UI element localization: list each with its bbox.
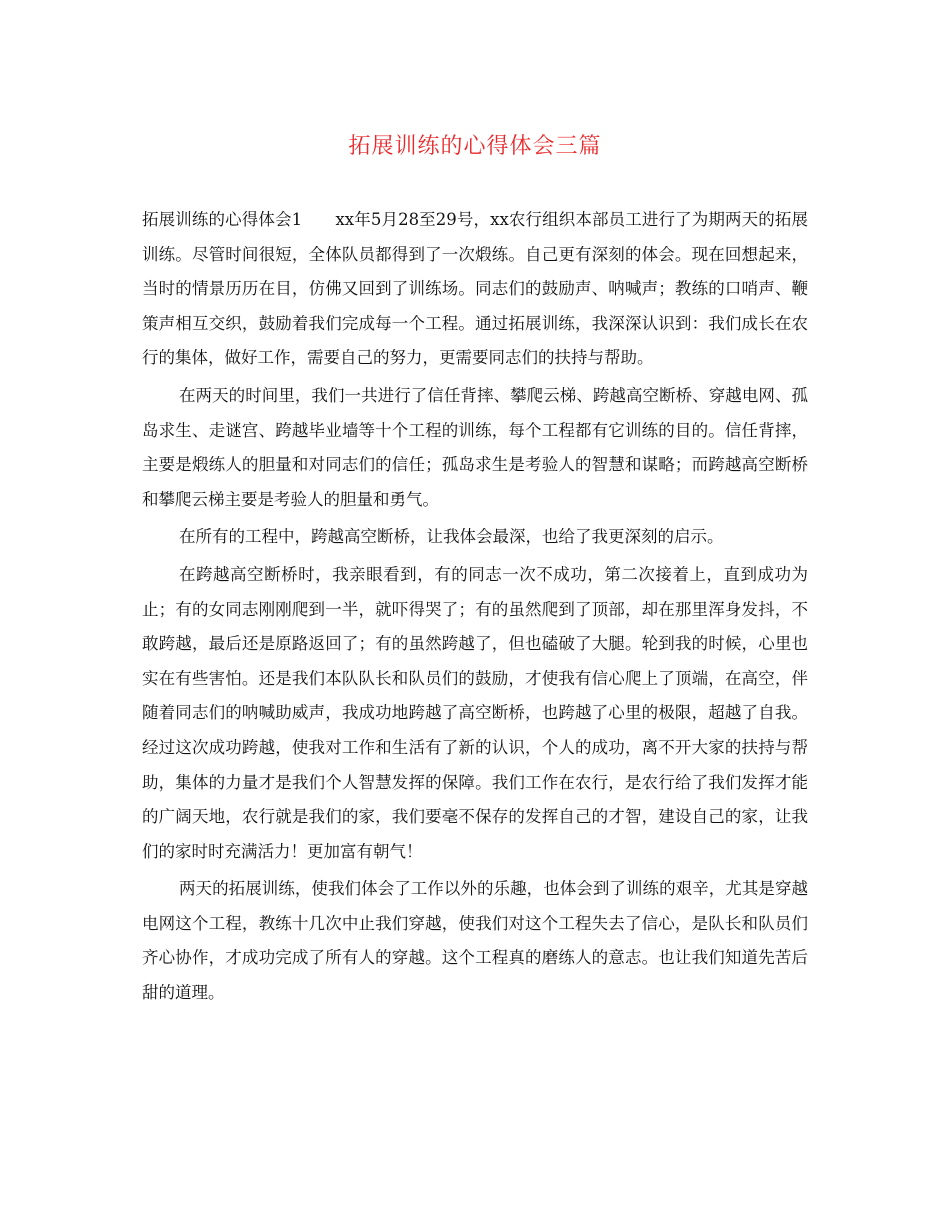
paragraph: 在两天的时间里，我们一共进行了信任背摔、攀爬云梯、跨越高空断桥、穿越电网、孤岛求生、走谜宫、跨越毕业墙等十个工程的训练，每个工程都有它训练的目的。信任背摔，主要是煅练人的胆量和对同志们的信任；孤岛求生是考验人的智慧和谋略；而跨越高空断桥和攀爬云梯主要是考验人的胆量和勇气。	[142, 385, 808, 509]
paragraph: 在跨越高空断桥时，我亲眼看到，有的同志一次不成功，第二次接着上，直到成功为止；有的女同志刚刚爬到一半，就吓得哭了；有的虽然爬到了顶部，却在那里浑身发抖，不敢跨越，最后还是原路返回了；有的虽然跨越了，但也磕破了大腿。轮到我的时候，心里也实在有些害怕。还是我们本队队长和队员们的鼓励，才使我有信心爬上了顶端，在高空，伴随着同志们的呐喊助威声，我成功地跨越了高空断桥，也跨越了心里的极限，超越了自我。经过这次成功跨越，使我对工作和生活有了新的认识，个人的成功，离不开大家的扶持与帮助，集体的力量才是我们个人智慧发挥的保障。我们工作在农行，是农行给了我们发挥才能的广阔天地，农行就是我们的家，我们要毫不保存的发挥自己的才智，建设自己的家，让我们的家时时充满活力！更加富有朝气！	[142, 564, 808, 861]
document-title: 拓展训练的心得体会三篇	[348, 134, 602, 159]
paragraph: 两天的拓展训练，使我们体会了工作以外的乐趣，也体会到了训练的艰辛，尤其是穿越电网这个工程，教练十几次中止我们穿越，使我们对这个工程失去了信心，是队长和队员们齐心协作，才成功完成了所有人的穿越。这个工程真的磨练人的意志。也让我们知道先苦后甜的道理。	[142, 879, 808, 1003]
paragraph: 拓展训练的心得体会1 xx年5月28至29号，xx农行组织本部员工进行了为期两天的拓展训练。尽管时间很短，全体队员都得到了一次煅练。自己更有深刻的体会。现在回想起来，当时的情景历历在目，仿佛又回到了训练场。同志们的鼓励声、呐喊声；教练的口哨声、鞭策声相互交织，鼓励着我们完成每一个工程。通过拓展训练，我深深认识到：我们成长在农行的集体，做好工作，需要自己的努力，更需要同志们的扶持与帮助。	[142, 210, 808, 368]
paragraph: 在所有的工程中，跨越高空断桥，让我体会最深，也给了我更深刻的启示。	[179, 527, 724, 547]
document-body	[142, 203, 808, 1014]
